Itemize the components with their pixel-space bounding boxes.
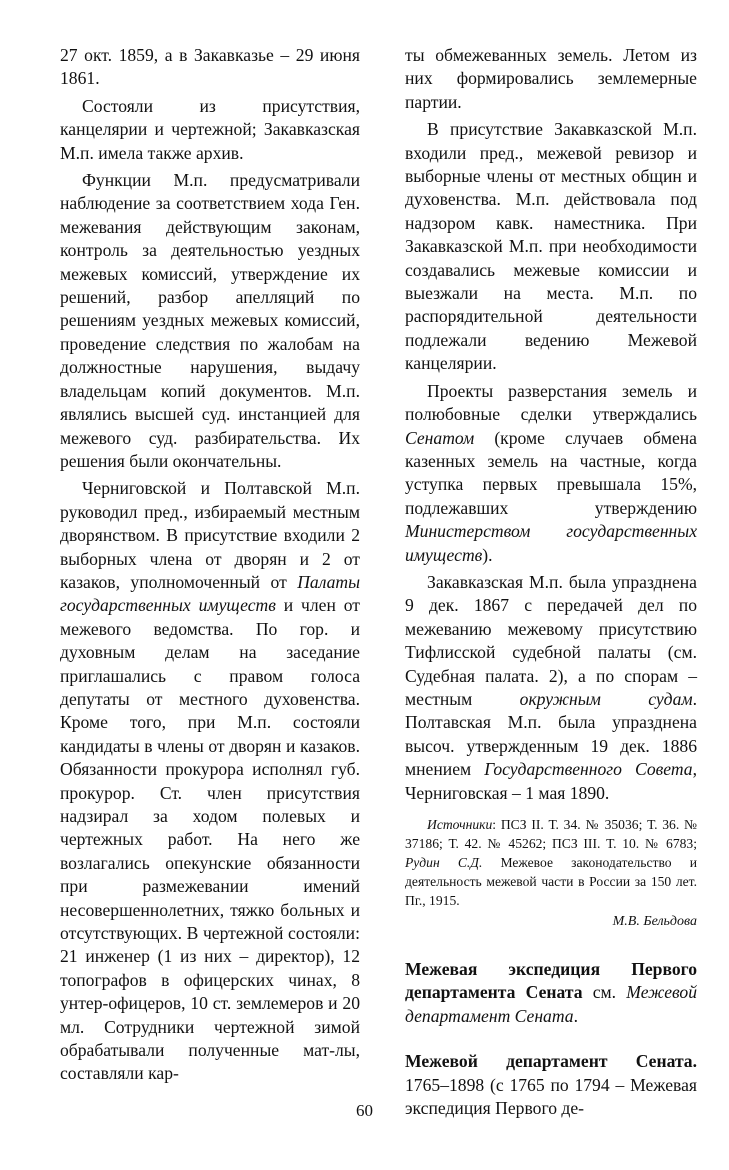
cross-reference: Министерством государственных имуществ (405, 521, 697, 565)
text: Черниговской и Полтавской М.п. руководил пред., избираемый местным дворянством. В присутствие входили 2 выборных члена от дворян и 2 от казаков, уполномоченный от (60, 478, 360, 592)
paragraph-chernigov-poltava (60, 477, 360, 1086)
left-column (60, 44, 360, 1090)
text: 1765–1898 (с 1765 по 1794 – Межевая экспедиция Первого де- (405, 1074, 697, 1119)
entry-mezhevaya-ekspeditsiya (405, 958, 697, 1028)
text: и член от межевого ведомства. По гор. и духовным делам на заседание приглашались с правом голоса депутаты от местного духовенства. Кроме того, при М.п. состояли кандидаты в члены от дворян и казаков. Обязанности прокурора исполнял губ. прокурор. Ст. член присутствия надзирал за ходом полевых и чертежных работ. На него же возлагались опекунские обязанности при размежевании имений несовершеннолетних, тяжко больных и отсутствующих. В чертежной состояли: 21 инженер (1 из них – директор), 12 топографов в офицерских чинах, 8 унтер-офицеров, 10 ст. землемеров и 20 мл. Сотрудники чертежной зимой обрабатывали полученные мат-лы, составляли кар- (60, 595, 360, 1084)
right-column (405, 44, 697, 1124)
paragraph-structure (60, 95, 360, 165)
sources (405, 815, 697, 910)
paragraph-abolition (405, 571, 697, 805)
sources-label: Источники (427, 817, 493, 832)
paragraph-continued (405, 44, 697, 114)
text: Межевое законодательство и деятельность межевой части в России за 150 лет. Пг., 1915. (405, 855, 697, 908)
text: Закавказская М.п. была упразднена 9 дек. 1867 с передачей дел по межеванию межевому присутствию Тифлисской судебной палаты (см. Судебная палата. 2), а по спорам – местным (405, 571, 697, 709)
page-number: 60 (356, 1101, 373, 1120)
paragraph-functions (60, 169, 360, 473)
text: Состояли из присутствия, канцелярии и чертежной; Закавказская М.п. имела также архив. (60, 95, 360, 163)
entry-heading: Межевая экспедиция Первого департамента Сената (405, 959, 697, 1003)
paragraph-projects (405, 380, 697, 567)
text: 27 окт. 1859, а в Закавказье – 29 июня 1861. (60, 45, 360, 89)
text: ты обмежеванных земель. Летом из них формировались землемерные партии. (405, 45, 697, 112)
paragraph-dates (60, 44, 360, 91)
cross-reference: Сенатом (405, 427, 475, 448)
paragraph-transcaucasia (405, 118, 697, 375)
text: . (573, 1005, 578, 1026)
text: , Черниговская – 1 мая 1890. (405, 759, 697, 803)
cross-reference: Палаты государственных имуществ (60, 571, 360, 616)
source-author: Рудин С.Д. (405, 855, 483, 870)
entry-heading: Межевой департамент Сената. (405, 1051, 697, 1072)
text: . Полтавская М.п. была упразднена высоч. утвержденным 19 дек. 1886 мнением (405, 688, 697, 780)
text: В присутствие Закавказской М.п. входили пред., межевой ревизор и выборные члены от местных общин и духовенства. М.п. действовала под надзором кавк. наместника. При Закавказской М.п. при необходимости создавались межевые комиссии и выезжали на места. М.п. по распорядительной деятельности подлежали ведению Межевой канцелярии. (405, 119, 697, 374)
text: ). (482, 544, 493, 565)
text: (кроме случаев обмена казенных земель на частные, когда уступка первых превышала 15%, подлежавших утверждению (405, 427, 697, 518)
cross-reference: Государственного Совета (484, 759, 693, 780)
text: см. (582, 982, 627, 1003)
text: М.В. Бельдова (612, 914, 697, 929)
text: Функции М.п. предусматривали наблюдение за соответствием хода Ген. межевания действующим законам, контроль за деятельностью уездных межевых комиссий, утверждение их решений, разбор апелляций по решениям уездных межевых комиссий, проведение следствия по жалобам на должностные нарушения, выдачу владельцам копий документов. М.п. являлись высшей суд. инстанцией для межевого суд. разбирательства. Их решения были окончательны. (60, 170, 360, 471)
cross-reference: окружным судам (519, 688, 693, 709)
text: Проекты разверстания земель и полюбовные сделки утверждались (405, 380, 697, 425)
text: : ПСЗ II. Т. 34. № 35036; Т. 36. № 37186; Т. 42. № 45262; ПСЗ III. Т. 10. № 6783; (405, 817, 697, 851)
cross-reference: Межевой департамент Сената (405, 982, 697, 1026)
article-author (405, 912, 697, 932)
